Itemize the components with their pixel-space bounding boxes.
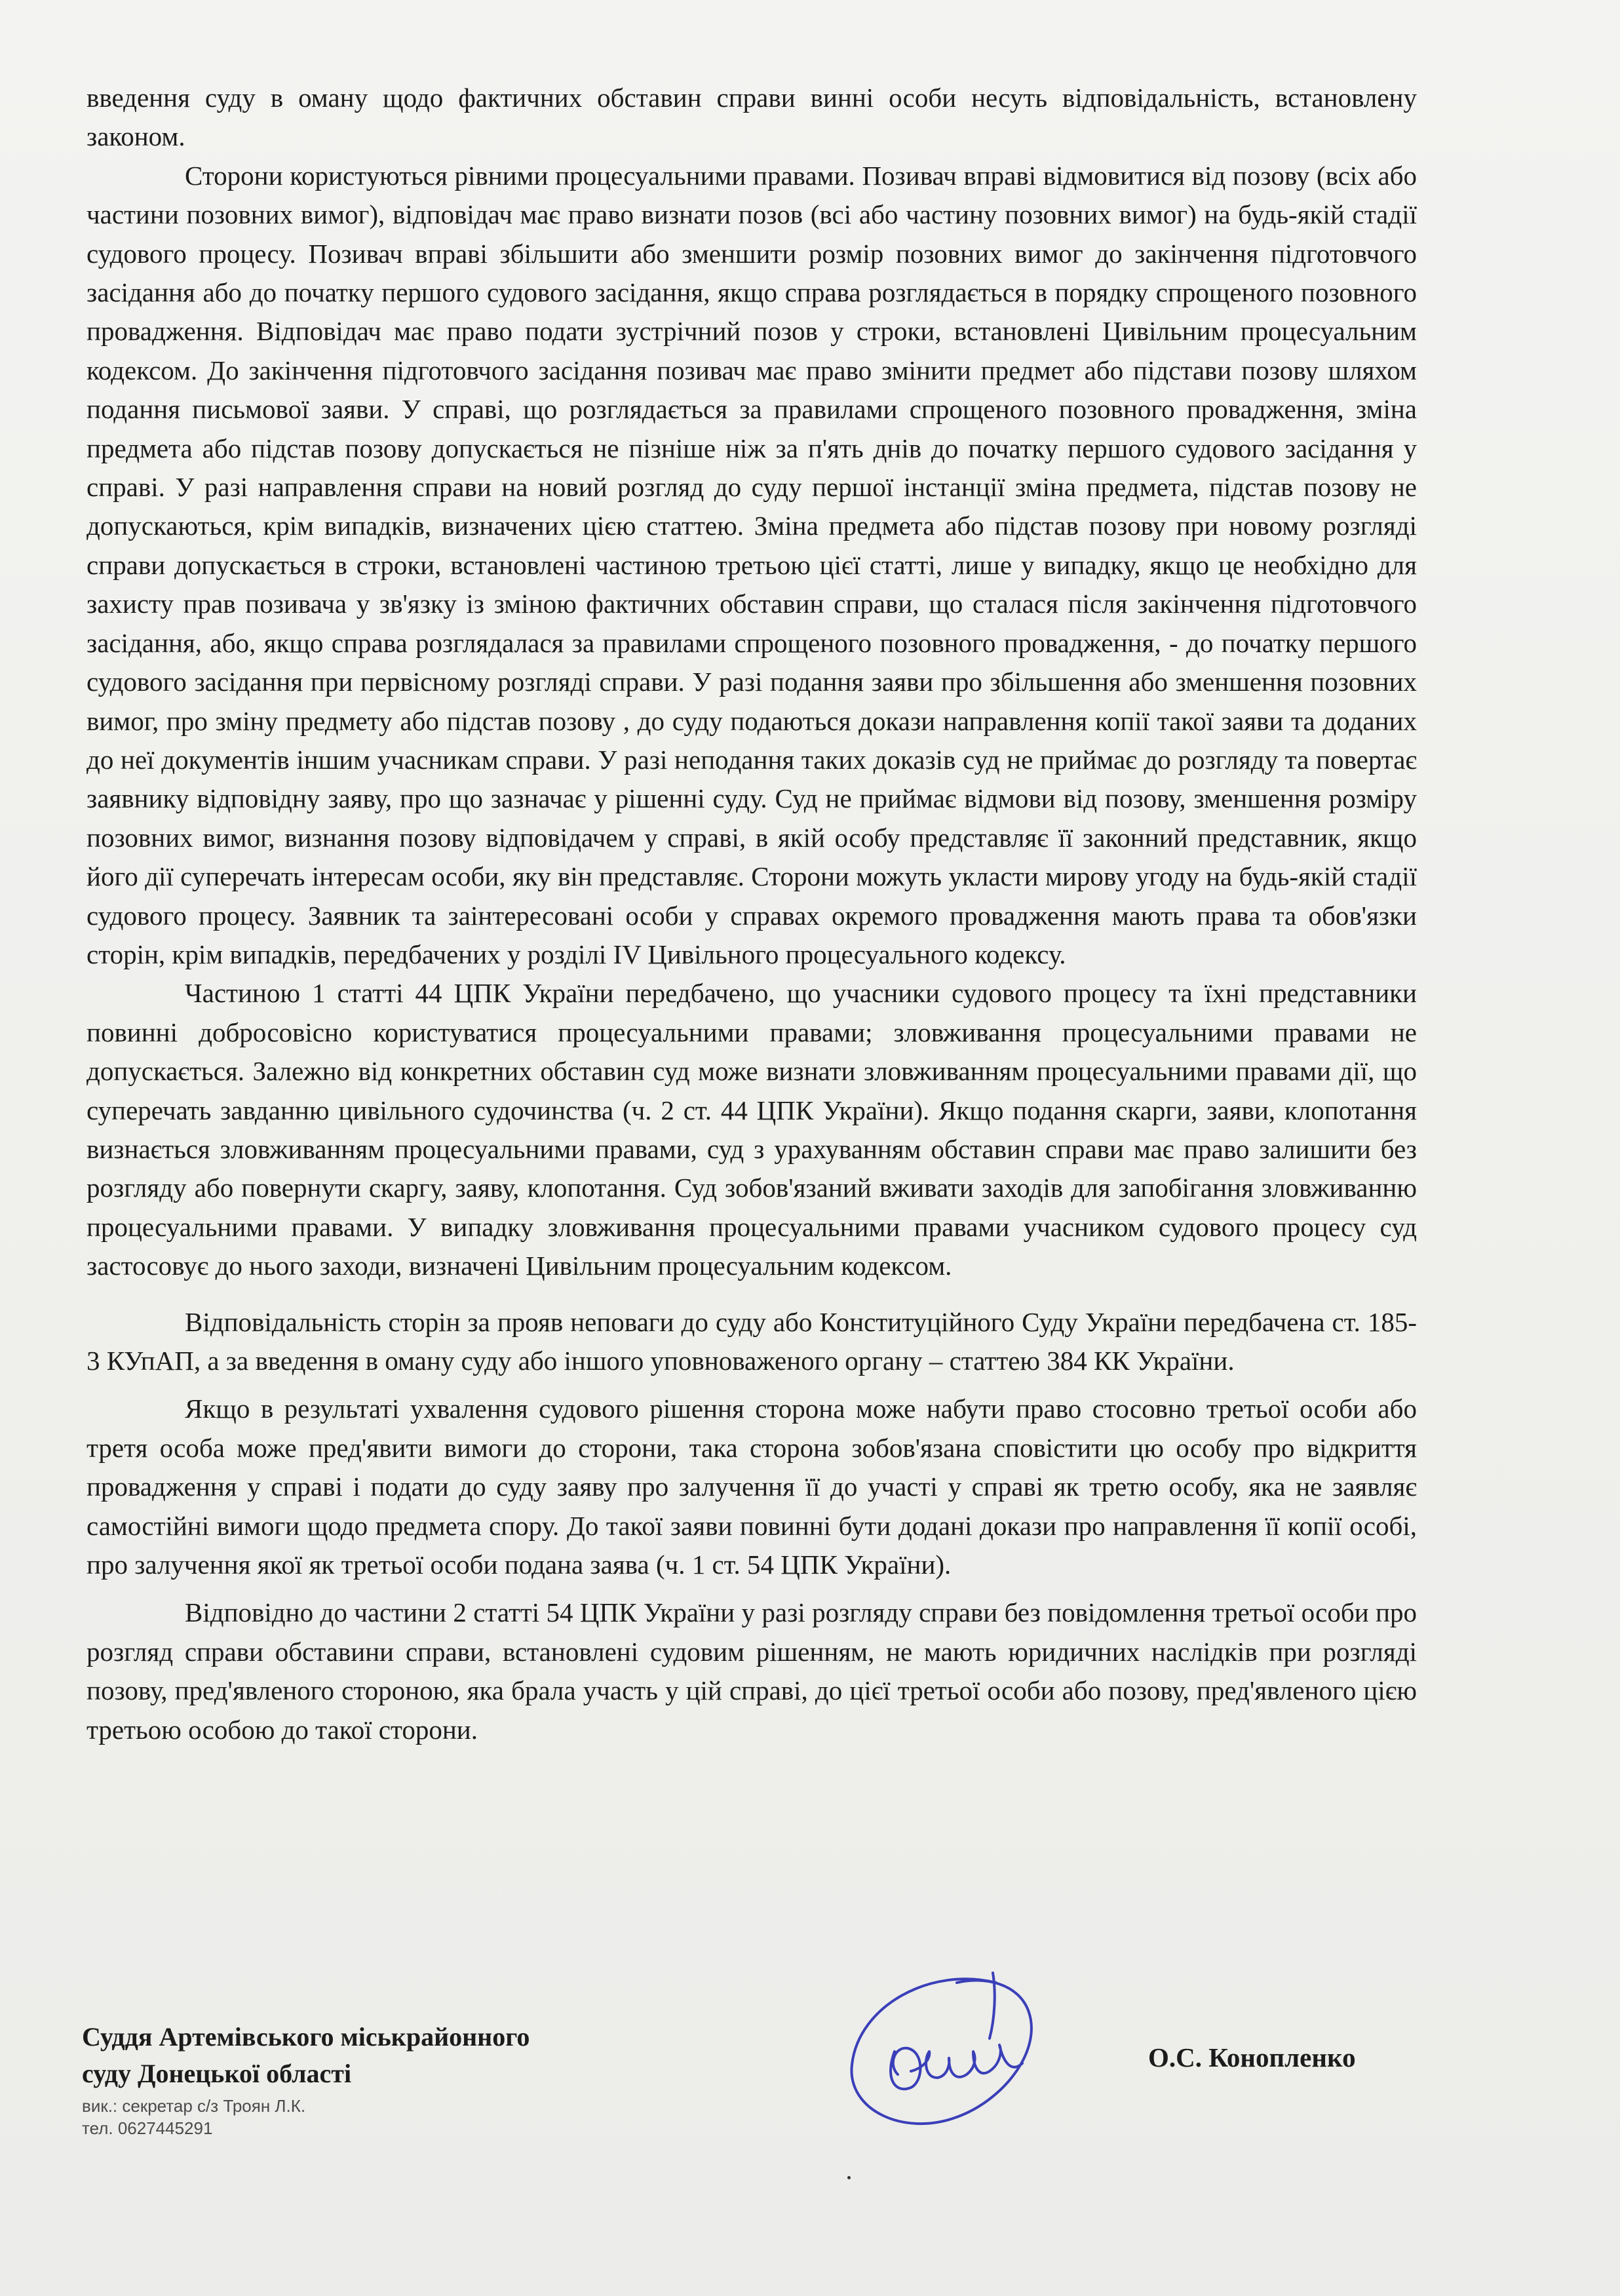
paragraph-third-party: Якщо в результаті ухвалення судового рішення сторона може набути право стосовно третьої особи або третя особа може пред'явити вимоги до сторони, така сторона зобов'язана сповістити цю особу про відкриття провадження у справі і подати до суду заяву про залучення її до участі у справі як третю особу, яка не заявляє самостійні вимоги щодо предмета спору. До такої заяви повинні бути додані докази про направлення її копії особі, про залучення якої як третьої особи подана заява (ч. 1 ст. 54 ЦПК України). [87,1393,1417,1580]
phone-note: тел. 0627445291 [82,2118,213,2138]
paragraph-party-rights: Сторони користуються рівними процесуальними правами. Позивач вправі відмовитися від позову (всіх або частини позовних вимог), відповідач має право визнати позов (всі або частину позовних вимог) на будь-якій стадії судового процесу. Позивач вправі збільшити або зменшити розмір позовних вимог до закінчення підготовчого засідання або до початку першого судового засідання, якщо справа розглядається в порядку спрощеного позовного провадження. Відповідач має право подати зустрічний позов у строки, встановлені Цивільним процесуальним кодексом. До закінчення підготовчого засідання позивач має право змінити предмет або підстави позову шляхом подання письмової заяви. У справі, що розглядається за правилами спрощеного позовного провадження, зміна предмета або підстав позову допускається не пізніше ніж за п'ять днів до початку першого судового засідання у справі. У разі направлення справи на новий розгляд до суду першої інстанції зміна предмета, підстав позову не допускаються, крім випадків, визначених цією статтею. Зміна предмета або підстав позову при новому розгляді справи допускається в строки, встановлені частиною третьою цієї статті, лише у випадку, якщо це необхідно для захисту прав позивача у зв'язку із зміною фактичних обставин справи, що сталася після закінчення підготовчого засідання, або, якщо справа розглядалася за правилами спрощеного позовного провадження, - до початку першого судового засідання при первісному розгляді справи. У разі подання заяви про збільшення або зменшення позовних вимог, про зміну предмету або підстав позову , до суду подаються докази направлення копії такої заяви та доданих до неї документів іншим учасникам справи. У разі неподання таких доказів суд не приймає до розгляду та повертає заявнику відповідну заяву, про що зазначає у рішенні суду. Суд не приймає відмови від позову, зменшення розміру позовних вимог, визнання позову відповідачем у справі, в якій особу представляє її законний представник, якщо його дії суперечать інтересам особи, яку він представляє. Сторони можуть укласти мирову угоду на будь-якій стадії судового процесу. Заявник та заінтересовані особи у справах окремого провадження мають права та обов'язки сторін, крім випадків, передбачених у розділі IV Цивільного процесуального кодексу. [87,160,1417,969]
court-line-1: Суддя Артемівського міськрайонного [82,2022,530,2052]
paragraph-article-54: Відповідно до частини 2 статті 54 ЦПК України у разі розгляду справи без повідомлення третьої особи про розгляд справи обставини справи, встановлені судовим рішенням, не мають юридичних наслідків при розгляді позову, пред'явленого стороною, яка брала участь у цій справі, до цієї третьої особи або позову, пред'явленого цією третьою особою до такої сторони. [87,1597,1417,1745]
executor-note: вик.: секретар с/з Троян Л.К. [82,2096,306,2116]
handwritten-signature [832,1953,1068,2150]
judge-title [82,2019,530,2092]
signer-name: О.С. Конопленко [1148,2042,1356,2072]
ink-dot [847,2176,851,2179]
paragraph-article-44: Частиною 1 статті 44 ЦПК України передбачено, що учасники судового процесу та їхні представники повинні добросовісно користуватися процесуальними правами; зловживання процесуальними правами не допускається. Залежно від конкретних обставин суд може визнати зловживанням процесуальними правами дії, що суперечать завданню цивільного судочинства (ч. 2 ст. 44 ЦПК України). Якщо подання скарги, заяви, клопотання визнається зловживанням процесуальними правами, суд з урахуванням обставин справи має право залишити без розгляду або повернути скаргу, заяву, клопотання. Суд зобов'язаний вживати заходів для запобігання зловживанню процесуальними правами. У випадку зловживання процесуальними правами учасником судового процесу суд застосовує до нього заходи, визначені Цивільним процесуальним кодексом. [87,978,1417,1281]
paragraph-responsibility: Відповідальність сторін за прояв неповаги до суду або Конституційного Суду України передбачена ст. 185-3 КУпАП, а за введення в оману суду або іншого уповноваженого органу – статтею 384 КК України. [87,1306,1417,1376]
court-line-2: суду Донецької області [82,2059,352,2088]
document-body [87,79,1417,1749]
paragraph-intro: введення суду в оману щодо фактичних обставин справи винні особи несуть відповідальність, встановлену законом. [87,83,1417,152]
